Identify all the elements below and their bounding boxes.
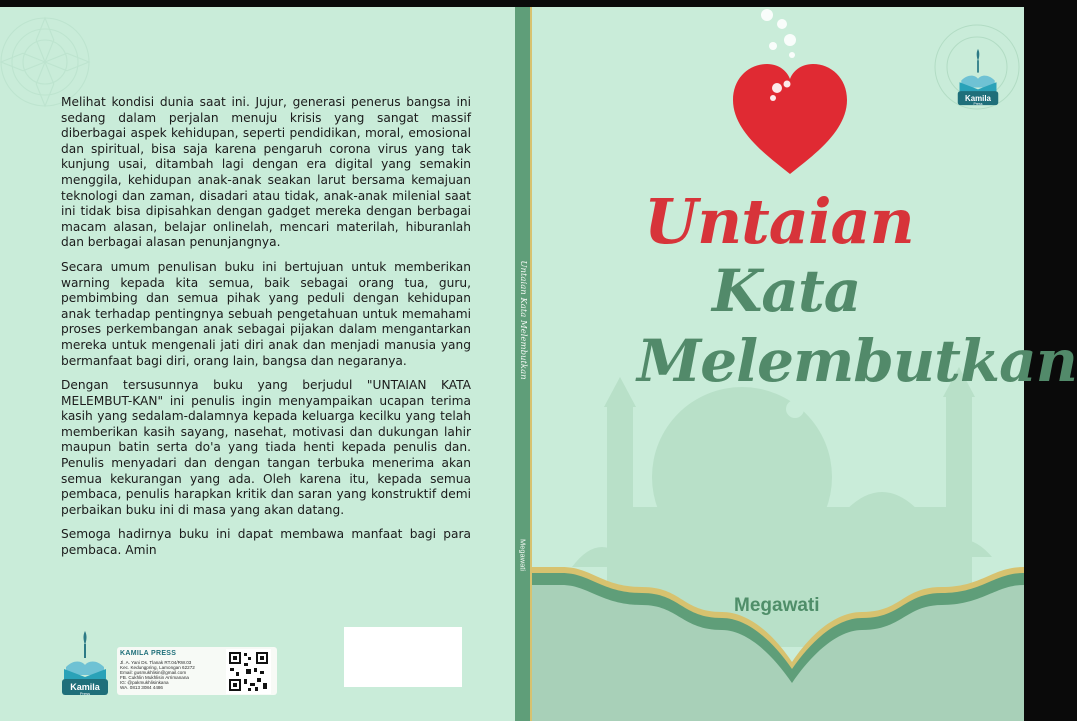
title-line-3: Melembutkan (637, 327, 1077, 395)
back-cover (0, 7, 515, 721)
blurb-paragraph: Semoga hadirnya buku ini dapat membawa manfaat bagi para pembaca. Amin (61, 527, 471, 558)
kamila-press-logo-icon (956, 47, 1000, 107)
author-name: Megawati (734, 595, 820, 616)
heart-icon (729, 62, 851, 177)
spine-author (515, 520, 531, 590)
kamila-press-logo-icon (60, 629, 110, 697)
blurb-paragraph: Dengan tersusunnya buku yang berjudul "UNTAIAN KATA MELEMBUT-KAN" ini penulis ingin menyampaikan ucapan terima kasih yang sedalam-dalamnya kepada keluarga kecilku yang telah memberikan kasih sayang, nasehat, motivasi dan dukungan lahir maupun batin serta do'a yang tiada henti kepada penulis dan. Penulis menyadari dan dengan tangan terbuka menerima akan semua kekurangan yang ada. Oleh karena itu, kepada semua pembaca, penulis harapkan kritik dan saran yang konstruktif demi perbaikan buku ini di masa yang akan datang. (61, 378, 471, 517)
svg-text:Press: Press (79, 691, 91, 696)
blurb-paragraph: Melihat kondisi dunia saat ini. Jujur, generasi penerus bangsa ini sedang dalam perjalan menuju krisis yang sangat massif diberbagai aspek kehidupan, seperti pendidikan, moral, emosional dan spiritual, bisa saja karena pengaruh corona virus yang tak kunjung usai, ditambah lagi dengan era digital yang semakin menggila, kehidupan anak-anak seakan larut bersama kemajuan teknologi dan zaman, disadari atau tidak, anak-anak milenial saat ini tidak bisa dipisahkan dengan gadget mereka dengan berbagai macam alasan, belajar onlinelah, mencari materilah, hiburanlah dan berbagai alasan penunjangnya. (61, 95, 471, 250)
title-line-1: Untaian (644, 185, 914, 258)
front-cover (532, 7, 1077, 721)
spine-author-text: Megawati (518, 538, 528, 572)
qr-code-icon (226, 649, 271, 694)
publisher-address-line: Kec. Kedungpring, Lamongan 62272 (120, 665, 195, 670)
barcode-placeholder (344, 627, 462, 687)
publisher-address-line: Email: gusmukhlisin@gmail.com (120, 670, 187, 675)
back-cover-blurb (61, 95, 471, 568)
publisher-address-line: FB. Cukhlin Mukhlisin Arrimanana (120, 675, 189, 680)
svg-text:Kamila: Kamila (70, 682, 100, 692)
publisher-address-line: IG: @pakmukhlisinkana (120, 680, 169, 685)
svg-text:Kamila: Kamila (965, 93, 991, 103)
title-line-2: Kata (712, 257, 861, 325)
spine-title (515, 220, 531, 420)
publisher-name: KAMILA PRESS (120, 650, 177, 657)
publisher-address-line: WA. 0813 3084 4486 (120, 685, 163, 690)
blurb-paragraph: Secara umum penulisan buku ini bertujuan untuk memberikan warning kepada kita semua, baik sebagai orang tua, guru, pembimbing dan semua pihak yang peduli dengan kehidupan anak terhadap pentingnya sebuah pengetahuan untuk memahami proses perkembangan anak sebagai pijakan dalam mengantarkan mereka untuk mengenali jati diri anak dan menjadi manusia yang bermanfaat bagi diri, orang lain, bangsa dan negaranya. (61, 259, 471, 368)
publisher-block (60, 629, 280, 699)
svg-text:Press: Press (973, 102, 983, 107)
publisher-address-line: Jl. A. Yani Ds. Tlanak RT.04/RW.03 (120, 660, 192, 665)
spine-title-text: Untaian Kata Melembutkan (518, 260, 528, 380)
